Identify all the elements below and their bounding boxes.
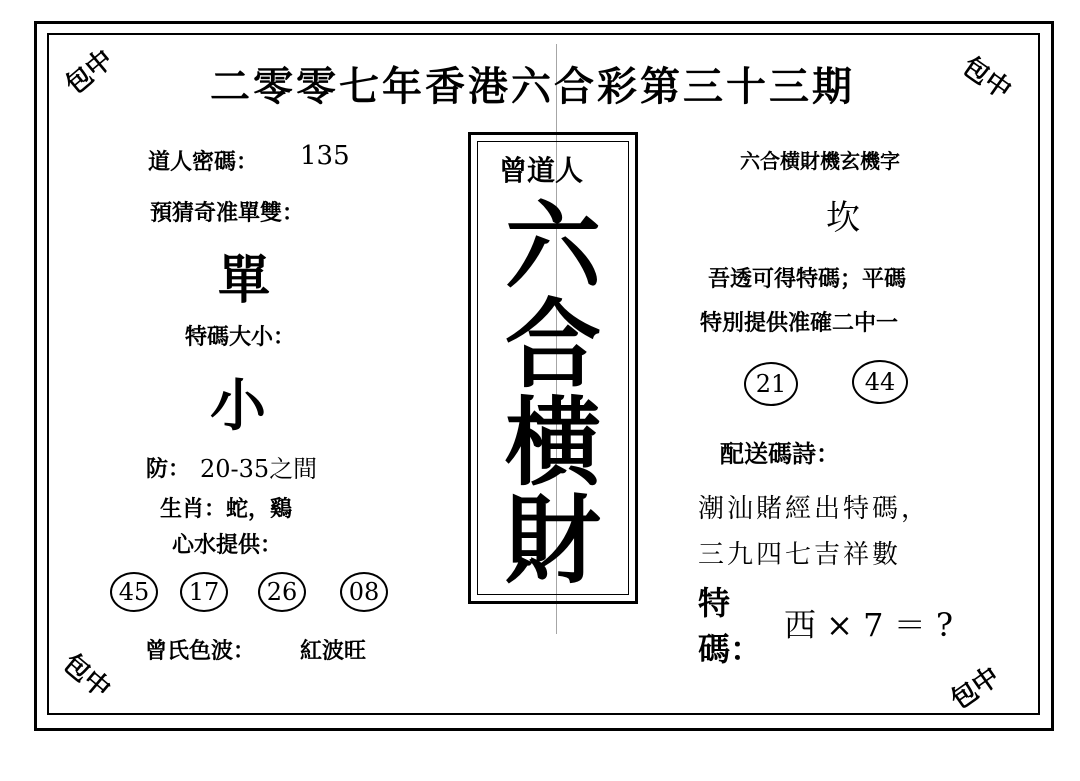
banner-char: 六 — [505, 190, 601, 303]
guard-value: 20-35之間 — [200, 455, 318, 483]
corner-text-bottom-right: 包中 — [945, 661, 1006, 716]
size-value: 小 — [210, 374, 266, 439]
special-label-line1: 特 — [698, 584, 731, 622]
banner-char: 横 — [505, 386, 601, 499]
poem-line2: 三九四七吉祥數 — [698, 540, 902, 570]
right-line2: 特別提供准確二中一 — [700, 311, 899, 336]
corner-text-top-left: 包中 — [60, 44, 120, 101]
heart-label: 心水提供： — [172, 533, 283, 558]
parity-label: 預猜奇准單雙： — [150, 201, 305, 226]
special-equation: 西 × 7 ＝ ? — [784, 606, 954, 644]
number-circle: 08 — [340, 572, 388, 612]
banner-center-line — [556, 44, 557, 634]
right-line1: 吾透可得特碼；平碼 — [708, 267, 907, 292]
size-label: 特碼大小： — [185, 325, 296, 350]
corner-text-bottom-left: 包中 — [56, 648, 116, 705]
poem-line1: 潮汕賭經出特碼， — [698, 494, 931, 524]
banner-author: 曾道人 — [499, 154, 584, 187]
number-circle: 26 — [258, 572, 306, 612]
special-label-line2: 碼： — [698, 630, 763, 668]
corner-text-top-right: 包中 — [956, 51, 1017, 106]
banner-char: 合 — [505, 288, 601, 401]
zodiac-label: 生肖：蛇，鷄 — [160, 497, 293, 522]
parity-value: 單 — [218, 251, 271, 311]
code-label: 道人密碼： — [148, 150, 259, 175]
number-circle: 21 — [744, 362, 798, 406]
page-title: 二零零七年香港六合彩第三十三期 — [210, 63, 855, 110]
color-value: 紅波旺 — [300, 639, 367, 664]
guard-label: 防： — [146, 457, 191, 482]
code-value: 135 — [300, 141, 350, 171]
color-label: 曾氏色波： — [145, 639, 256, 664]
center-banner — [468, 132, 638, 604]
banner-char: 財 — [505, 484, 601, 597]
right-char: 坎 — [826, 198, 860, 238]
right-heading: 六合横財機玄機字 — [740, 149, 900, 173]
number-circle: 44 — [852, 360, 908, 404]
number-circle: 45 — [110, 572, 158, 612]
number-circle: 17 — [180, 572, 228, 612]
poem-label: 配送碼詩： — [720, 440, 840, 468]
